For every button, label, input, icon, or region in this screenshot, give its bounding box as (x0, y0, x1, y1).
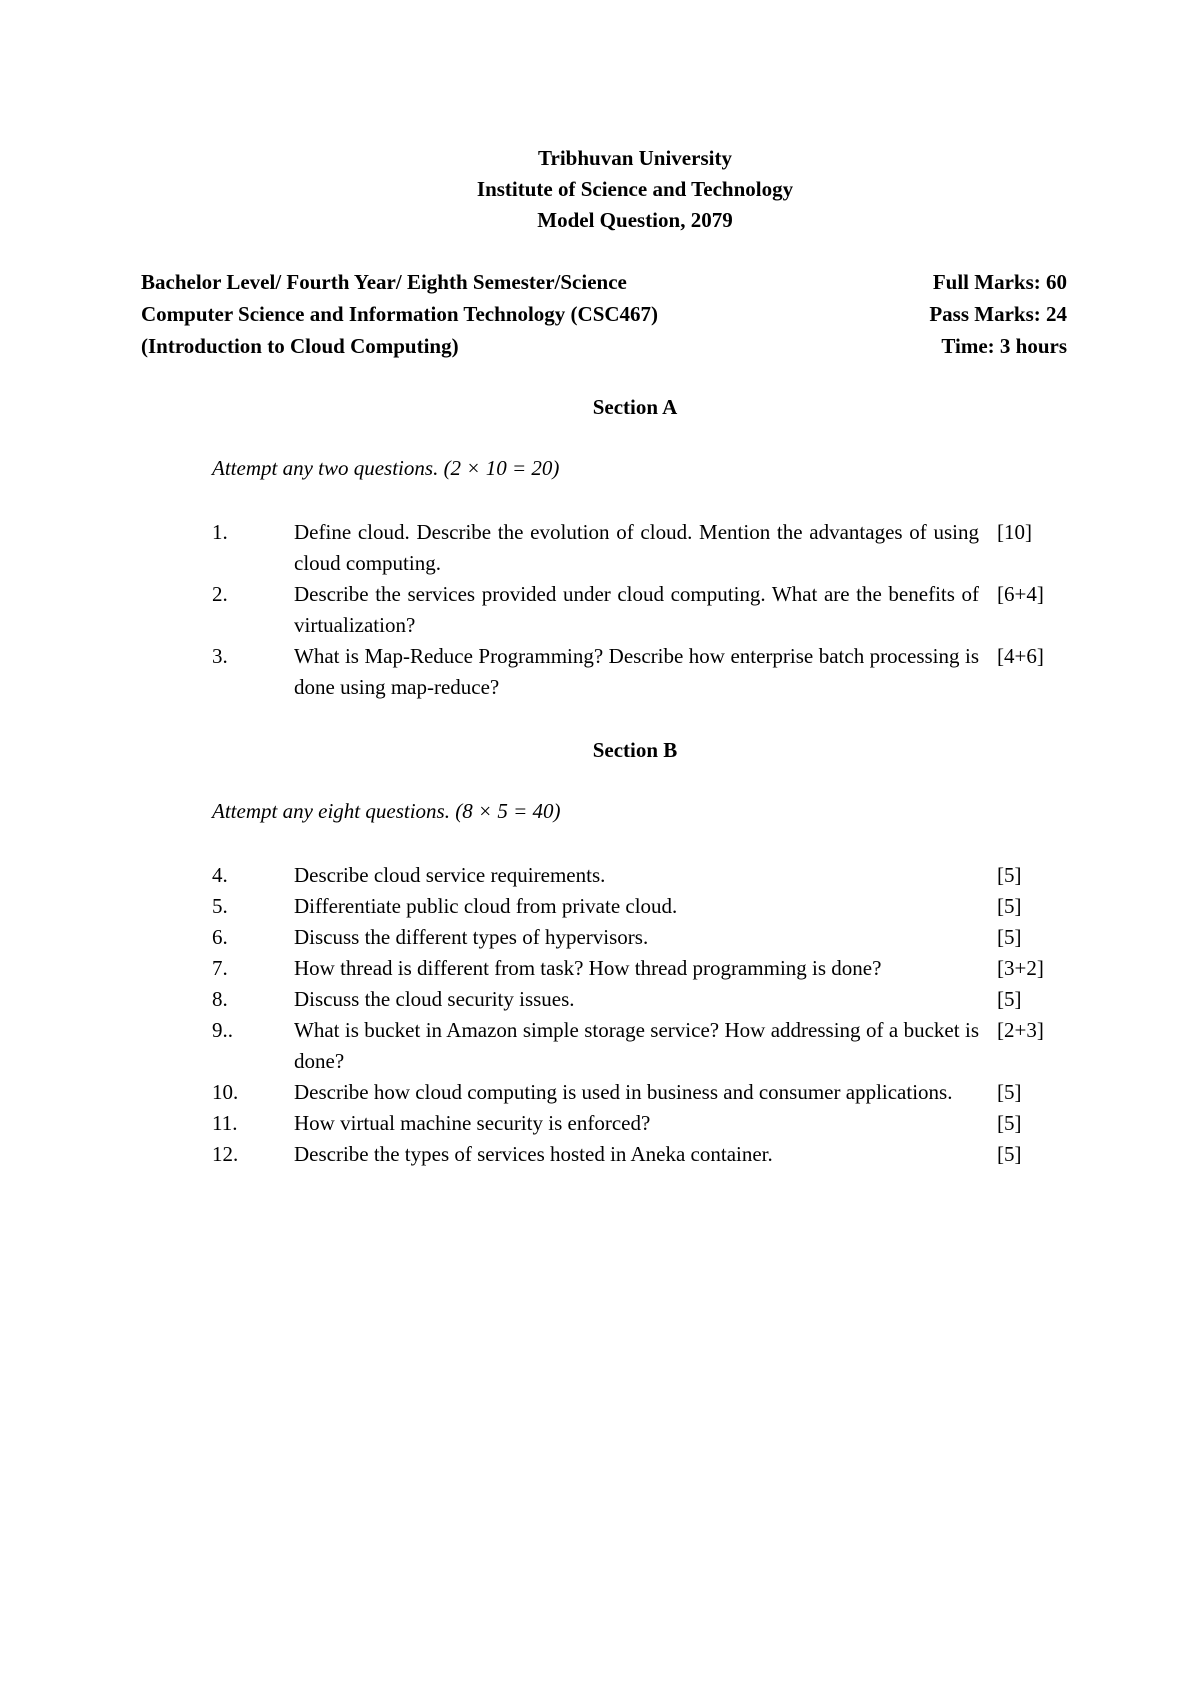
question-number: 8. (212, 987, 228, 1011)
course-info (141, 266, 1067, 362)
question-item (212, 953, 1057, 984)
info-row-level (141, 266, 1067, 298)
question-text: Discuss the cloud security issues. (294, 987, 575, 1011)
section-a-questions (212, 517, 1057, 703)
section-a-instruction: Attempt any two questions. (2 × 10 = 20) (212, 456, 560, 480)
pass-marks: Pass Marks: 24 (929, 302, 1067, 326)
level-text: Bachelor Level/ Fourth Year/ Eighth Semester/Science (141, 270, 627, 294)
exam-title: Model Question, 2079 (537, 208, 733, 232)
info-row-subject (141, 330, 1067, 362)
exam-time: Time: 3 hours (941, 334, 1067, 358)
question-number: 10. (212, 1080, 239, 1104)
question-text: What is Map-Reduce Programming? Describe how enterprise batch processing is done using map-reduce? (294, 644, 979, 699)
question-number: 2. (212, 582, 228, 606)
question-marks: [5] (997, 1080, 1022, 1104)
question-item (212, 922, 1057, 953)
question-item (212, 641, 1057, 703)
question-number: 3. (212, 644, 228, 668)
question-item (212, 860, 1057, 891)
question-number: 9.. (212, 1018, 233, 1042)
question-marks: [5] (997, 1142, 1022, 1166)
section-b-title: Section B (592, 738, 678, 762)
question-text: Describe the services provided under cloud computing. What are the benefits of virtualization? (294, 582, 979, 637)
question-marks: [5] (997, 1111, 1022, 1135)
section-a-title: Section A (592, 395, 678, 419)
exam-header (0, 143, 1200, 236)
question-item (212, 1139, 1057, 1170)
question-item (212, 1108, 1057, 1139)
question-marks: [4+6] (997, 644, 1044, 668)
question-text: Define cloud. Describe the evolution of cloud. Mention the advantages of using cloud computing. (294, 520, 979, 575)
question-marks: [5] (997, 894, 1022, 918)
question-item (212, 579, 1057, 641)
question-marks: [2+3] (997, 1018, 1044, 1042)
section-b-questions (212, 860, 1057, 1170)
question-item (212, 1015, 1057, 1077)
full-marks: Full Marks: 60 (932, 270, 1067, 294)
question-number: 11. (212, 1111, 238, 1135)
question-item (212, 891, 1057, 922)
question-text: How thread is different from task? How thread programming is done? (294, 956, 882, 980)
institute-name: Institute of Science and Technology (476, 177, 794, 201)
question-text: Describe the types of services hosted in Aneka container. (294, 1142, 773, 1166)
question-text: How virtual machine security is enforced? (294, 1111, 651, 1135)
question-number: 6. (212, 925, 228, 949)
question-marks: [5] (997, 925, 1022, 949)
question-marks: [3+2] (997, 956, 1044, 980)
question-item (212, 517, 1057, 579)
university-name: Tribhuvan University (538, 146, 732, 170)
subject-text: (Introduction to Cloud Computing) (141, 334, 459, 358)
question-marks: [6+4] (997, 582, 1044, 606)
question-number: 4. (212, 863, 228, 887)
course-text: Computer Science and Information Technology (CSC467) (141, 302, 659, 326)
question-text: Discuss the different types of hypervisors. (294, 925, 649, 949)
question-text: What is bucket in Amazon simple storage service? How addressing of a bucket is done? (294, 1018, 979, 1073)
question-number: 5. (212, 894, 228, 918)
question-text: Describe cloud service requirements. (294, 863, 606, 887)
question-item (212, 984, 1057, 1015)
question-number: 7. (212, 956, 228, 980)
section-b-instruction: Attempt any eight questions. (8 × 5 = 40) (212, 799, 561, 823)
question-marks: [5] (997, 863, 1022, 887)
question-text: Differentiate public cloud from private cloud. (294, 894, 678, 918)
question-marks: [10] (997, 520, 1032, 544)
info-row-course (141, 298, 1067, 330)
question-number: 12. (212, 1142, 239, 1166)
question-text: Describe how cloud computing is used in business and consumer applications. (294, 1080, 953, 1104)
question-marks: [5] (997, 987, 1022, 1011)
question-number: 1. (212, 520, 228, 544)
question-item (212, 1077, 1057, 1108)
